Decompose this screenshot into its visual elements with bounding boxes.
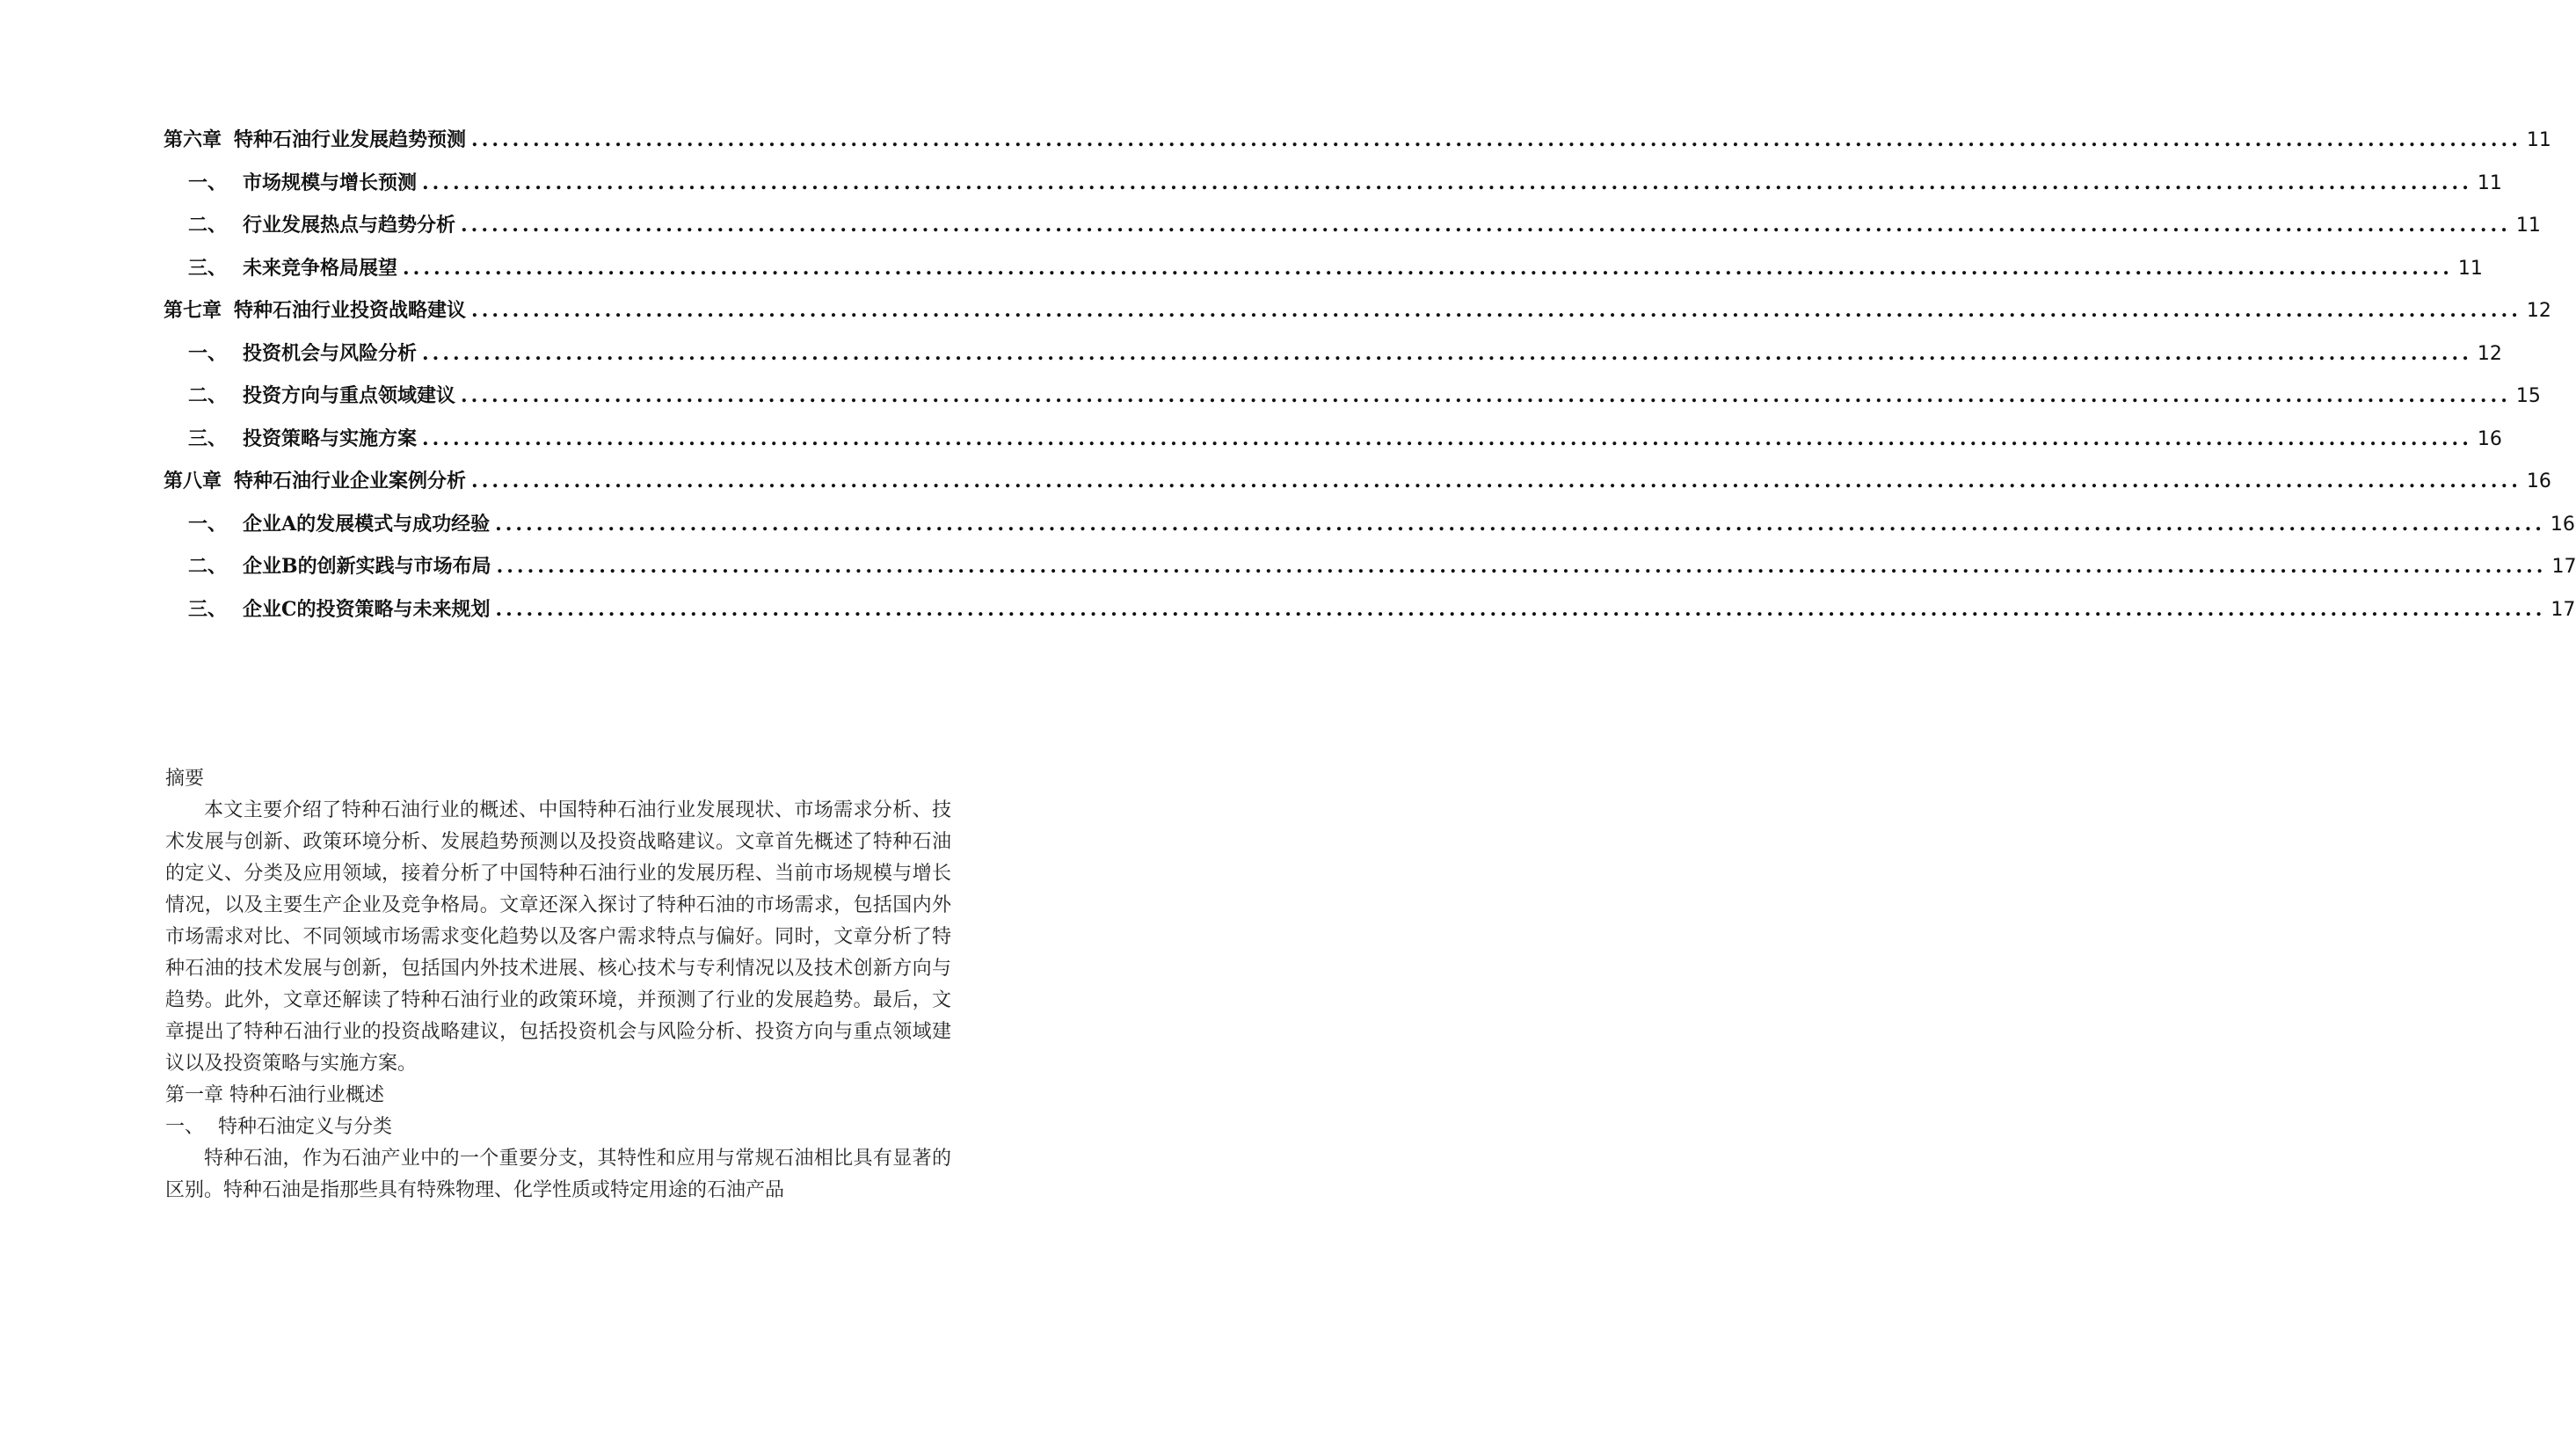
toc-entry-title: 企业B的创新实践与市场布局 [243,555,491,578]
toc-entry-title: 特种石油行业发展趋势预测 [234,128,467,151]
toc-entry-page: 16 [2477,427,2502,450]
toc-entry-title: 未来竞争格局展望 [243,256,398,280]
toc-leader-dots: ........................................................................................................................................................................................................ [422,341,2472,365]
toc-entry-title: 投资机会与风险分析 [243,341,418,365]
toc-leader-dots: ........................................................................................................................................................................................................ [496,555,2547,578]
toc-leader-dots: ........................................................................................................................................................................................................ [422,427,2472,450]
abstract-heading: 摘要 [165,768,205,790]
toc-entry-title: 市场规模与增长预测 [243,171,418,194]
section-heading [165,1112,951,1143]
toc-entry-page: 11 [2477,171,2502,194]
toc-entry[interactable] [164,169,2502,212]
section-title: 特种石油定义与分类 [218,1116,393,1138]
toc-entry[interactable] [164,595,2576,638]
chapter-heading: 第一章 特种石油行业概述 [165,1084,384,1106]
toc-entry[interactable] [164,552,2576,595]
body-paragraph: 特种石油，作为石油产业中的一个重要分支，其特性和应用与常规石油相比具有显著的区别。特种石油是指那些具有特殊物理、化学性质或特定用途的石油产品 [165,1148,951,1201]
toc-entry[interactable] [164,339,2502,383]
toc-entry-number: 二、 [188,384,228,407]
body-text [165,763,951,1207]
toc-entry[interactable] [164,382,2541,425]
toc-entry-title: 特种石油行业企业案例分析 [234,470,467,492]
toc-entry-number: 三、 [188,256,228,280]
toc-entry-number: 第七章 [164,299,222,322]
table-of-contents [164,126,2576,638]
abstract-paragraph: 本文主要介绍了特种石油行业的概述、中国特种石油行业发展现状、市场需求分析、技术发展与创新、政策环境分析、发展趋势预测以及投资战略建议。文章首先概述了特种石油的定义、分类及应用领域，接着分析了中国特种石油行业的发展历程、当前市场规模与增长情况，以及主要生产企业及竞争格局。文章还深入探讨了特种石油的市场需求，包括国内外市场需求对比、不同领域市场需求变化趋势以及客户需求特点与偏好。同时，文章分析了特种石油的技术发展与创新，包括国内外技术进展、核心技术与专利情况以及技术创新方向与趋势。此外，文章还解读了特种石油行业的政策环境，并预测了行业的发展趋势。最后，文章提出了特种石油行业的投资战略建议，包括投资机会与风险分析、投资方向与重点领域建议以及投资策略与实施方案。 [165,799,951,1075]
toc-entry-title: 投资方向与重点领域建议 [243,384,456,407]
toc-entry-number: 一、 [188,171,228,194]
toc-entry[interactable] [164,254,2483,297]
toc-entry-page: 16 [2550,513,2575,536]
toc-entry-number: 一、 [188,512,228,536]
toc-entry[interactable] [164,425,2502,468]
toc-entry-number: 三、 [188,427,228,450]
toc-entry[interactable] [164,296,2551,339]
toc-entry[interactable] [164,211,2541,254]
toc-entry-page: 11 [2515,215,2541,237]
toc-entry-title: 企业C的投资策略与未来规划 [243,597,491,621]
toc-leader-dots: ........................................................................................................................................................................................................ [461,384,2511,407]
toc-leader-dots: ........................................................................................................................................................................................................ [403,256,2453,280]
toc-entry-page: 17 [2551,556,2576,578]
toc-entry-number: 三、 [188,597,228,621]
toc-entry-number: 一、 [188,341,228,365]
toc-entry-title: 企业A的发展模式与成功经验 [243,512,491,536]
toc-entry-page: 15 [2515,385,2541,407]
toc-leader-dots: ........................................................................................................................................................................................................ [495,597,2546,621]
toc-leader-dots: ........................................................................................................................................................................................................ [471,128,2521,151]
toc-entry-title: 特种石油行业投资战略建议 [234,299,467,322]
toc-entry-page: 12 [2477,342,2502,365]
toc-entry-number: 二、 [188,555,228,578]
toc-entry-title: 行业发展热点与趋势分析 [243,214,456,237]
toc-leader-dots: ........................................................................................................................................................................................................ [422,171,2472,194]
section-number: 一、 [165,1116,205,1138]
toc-entry[interactable] [164,467,2551,510]
toc-entry-page: 11 [2526,129,2551,151]
toc-entry[interactable] [164,510,2575,553]
toc-entry-page: 12 [2526,300,2551,322]
toc-leader-dots: ........................................................................................................................................................................................................ [471,299,2521,322]
toc-entry[interactable] [164,126,2551,169]
toc-entry-page: 17 [2551,598,2576,621]
toc-entry-page: 11 [2457,257,2483,280]
toc-entry-number: 第六章 [164,128,222,151]
toc-leader-dots: ........................................................................................................................................................................................................ [461,214,2511,237]
toc-entry-number: 二、 [188,214,228,237]
toc-entry-page: 16 [2526,470,2551,492]
toc-leader-dots: ........................................................................................................................................................................................................ [471,470,2521,492]
toc-entry-title: 投资策略与实施方案 [243,427,418,450]
toc-leader-dots: ........................................................................................................................................................................................................ [495,512,2545,536]
toc-entry-number: 第八章 [164,470,222,492]
